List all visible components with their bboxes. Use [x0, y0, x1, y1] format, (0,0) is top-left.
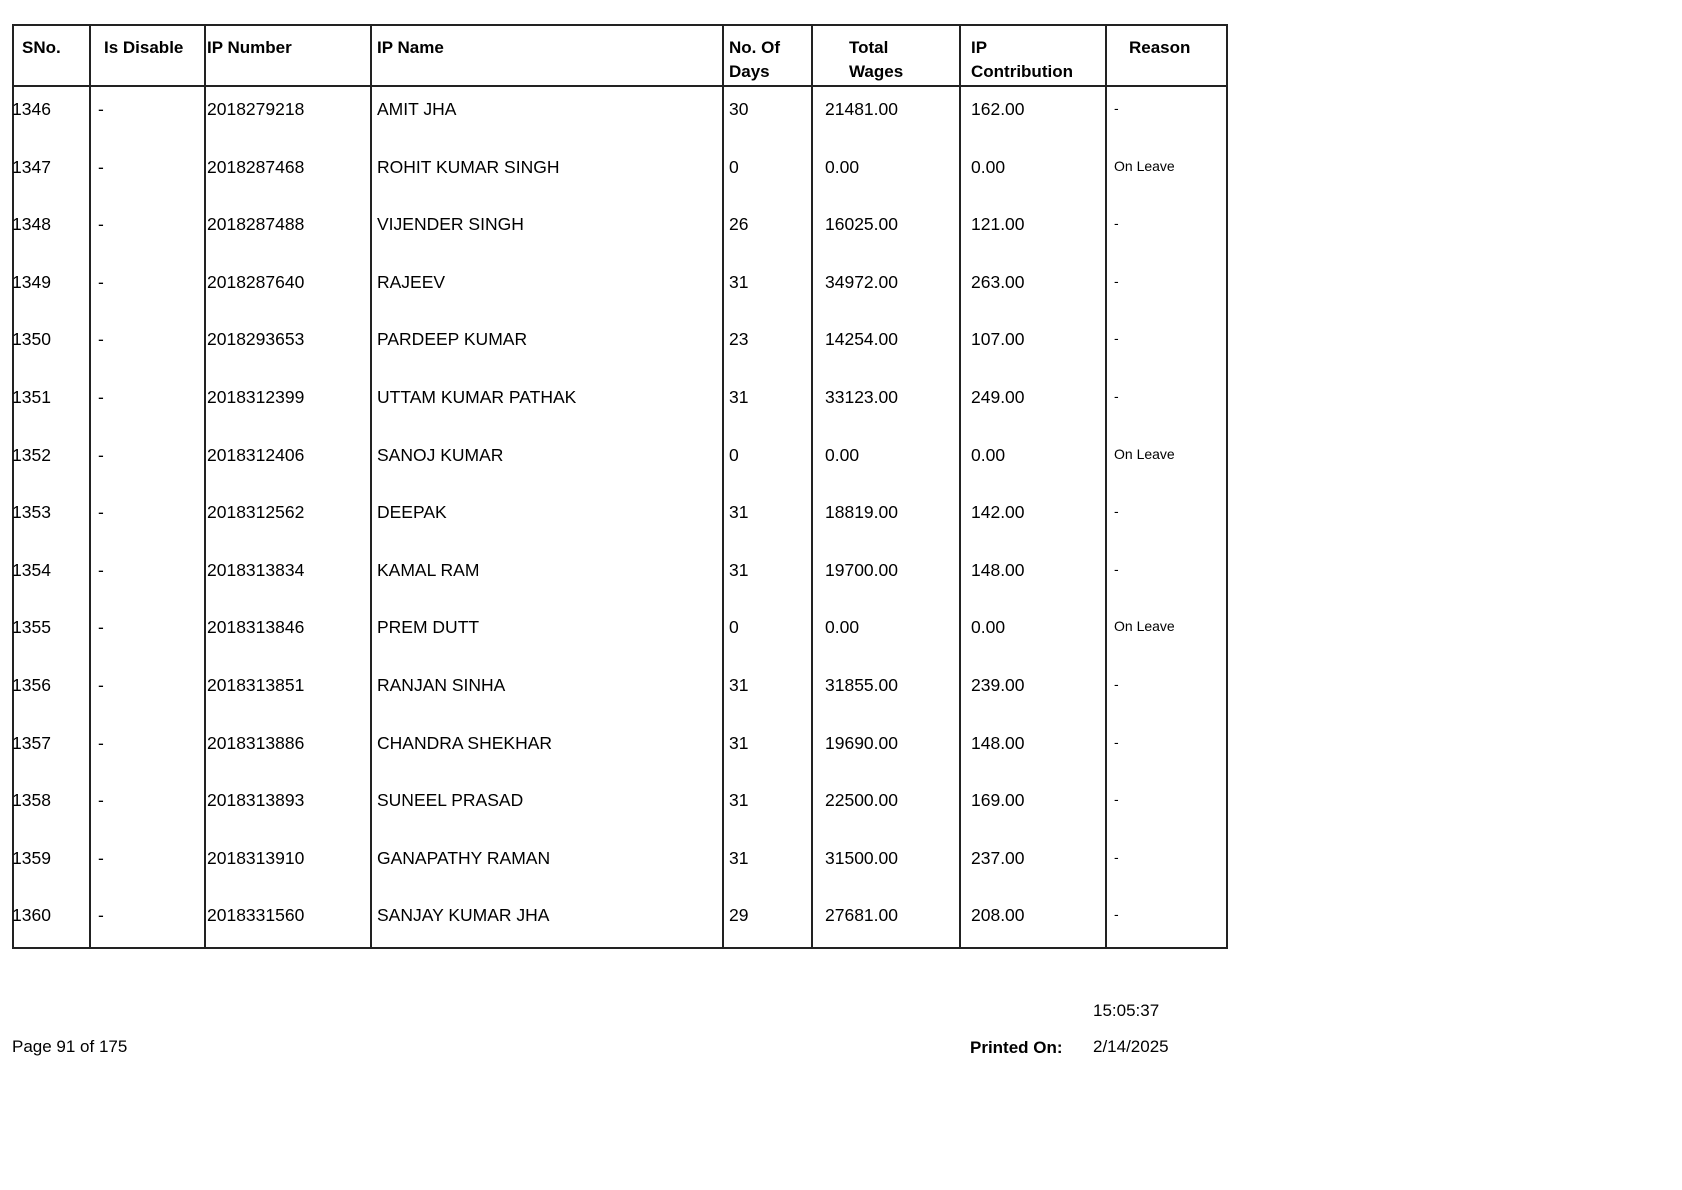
cell-total-wages: 27681.00 [825, 905, 898, 926]
cell-ip-contribution: 0.00 [971, 444, 1006, 465]
header-no-of-days: No. Of Days [729, 38, 780, 81]
cell-is-disable: - [98, 156, 104, 177]
cell-sno: 1346 [12, 99, 51, 119]
cell-ip-name: RAJEEV [377, 271, 446, 292]
cell-ip-number: 2018313893 [207, 790, 305, 811]
cell-no-of-days: 31 [729, 502, 749, 523]
cell-ip-number: 2018312562 [207, 502, 305, 523]
header-is-disable: Is Disable [104, 38, 184, 57]
cell-is-disable: - [98, 790, 104, 811]
cell-ip-number: 2018313851 [207, 675, 305, 695]
cell-no-of-days: 31 [729, 271, 749, 292]
header-sno: SNo. [22, 38, 61, 57]
cell-sno: 1359 [12, 847, 51, 868]
cell-ip-name: RANJAN SINHA [377, 675, 506, 695]
cell-is-disable: - [98, 559, 104, 580]
column-divider [1105, 26, 1107, 947]
cell-ip-number: 2018287488 [207, 214, 305, 235]
cell-total-wages: 0.00 [825, 444, 860, 465]
cell-ip-contribution: 208.00 [971, 905, 1025, 926]
cell-no-of-days: 0 [729, 617, 739, 638]
print-time: 15:05:37 [1093, 1001, 1160, 1020]
cell-ip-name: ROHIT KUMAR SINGH [377, 156, 560, 177]
cell-reason: On Leave [1114, 157, 1175, 174]
column-divider [204, 26, 206, 947]
cell-ip-number: 2018313886 [207, 732, 305, 753]
cell-ip-number: 2018287468 [207, 156, 305, 177]
cell-is-disable: - [98, 99, 104, 119]
column-divider [89, 26, 91, 947]
header-ip-number: IP Number [207, 38, 292, 57]
printed-on-label: Printed On: [970, 1038, 1063, 1057]
cell-no-of-days: 30 [729, 99, 749, 119]
cell-reason: - [1114, 330, 1119, 347]
cell-ip-number: 2018313834 [207, 559, 305, 580]
cell-reason: On Leave [1114, 445, 1175, 462]
cell-sno: 1350 [12, 329, 51, 350]
column-divider [811, 26, 813, 947]
cell-ip-contribution: 0.00 [971, 156, 1006, 177]
header-reason: Reason [1129, 38, 1191, 57]
header-ip-contribution: IP Contribution [971, 38, 1073, 81]
cell-no-of-days: 31 [729, 790, 749, 811]
cell-reason: - [1114, 848, 1119, 865]
cell-sno: 1347 [12, 156, 51, 177]
cell-sno: 1356 [12, 675, 51, 695]
cell-no-of-days: 31 [729, 675, 749, 695]
cell-is-disable: - [98, 617, 104, 638]
cell-reason: - [1114, 906, 1119, 923]
cell-sno: 1353 [12, 502, 51, 523]
cell-ip-name: SUNEEL PRASAD [377, 790, 524, 811]
page-info: Page 91 of 175 [12, 1037, 128, 1056]
cell-reason: - [1114, 272, 1119, 289]
cell-total-wages: 16025.00 [825, 214, 898, 235]
cell-no-of-days: 31 [729, 559, 749, 580]
cell-total-wages: 19700.00 [825, 559, 898, 580]
cell-is-disable: - [98, 444, 104, 465]
cell-reason: - [1114, 215, 1119, 232]
cell-ip-number: 2018313846 [207, 617, 305, 638]
cell-ip-contribution: 249.00 [971, 387, 1025, 407]
cell-no-of-days: 31 [729, 732, 749, 753]
cell-ip-number: 2018331560 [207, 905, 305, 926]
cell-no-of-days: 29 [729, 905, 749, 926]
cell-sno: 1360 [12, 905, 51, 926]
cell-no-of-days: 23 [729, 329, 749, 350]
cell-is-disable: - [98, 214, 104, 235]
cell-ip-name: DEEPAK [377, 502, 447, 523]
cell-ip-contribution: 121.00 [971, 214, 1025, 235]
cell-ip-number: 2018293653 [207, 329, 305, 350]
cell-total-wages: 34972.00 [825, 271, 898, 292]
cell-is-disable: - [98, 329, 104, 350]
cell-ip-name: SANJAY KUMAR JHA [377, 905, 550, 926]
header-total-wages: Total Wages [849, 38, 904, 81]
cell-total-wages: 31855.00 [825, 675, 898, 695]
header-divider [14, 85, 1226, 87]
cell-reason: - [1114, 503, 1119, 520]
cell-reason: - [1114, 791, 1119, 808]
cell-no-of-days: 26 [729, 214, 749, 235]
cell-ip-number: 2018313910 [207, 847, 305, 868]
column-divider [722, 26, 724, 947]
cell-ip-contribution: 162.00 [971, 99, 1025, 119]
print-date: 2/14/2025 [1093, 1037, 1169, 1056]
cell-no-of-days: 31 [729, 387, 749, 407]
cell-total-wages: 21481.00 [825, 99, 898, 119]
cell-ip-contribution: 0.00 [971, 617, 1006, 638]
cell-ip-contribution: 169.00 [971, 790, 1025, 811]
cell-sno: 1349 [12, 271, 51, 292]
cell-is-disable: - [98, 675, 104, 695]
cell-total-wages: 31500.00 [825, 847, 898, 868]
cell-reason: - [1114, 676, 1119, 692]
cell-sno: 1355 [12, 617, 51, 638]
cell-reason: On Leave [1114, 618, 1175, 635]
cell-total-wages: 18819.00 [825, 502, 898, 523]
cell-ip-contribution: 148.00 [971, 732, 1025, 753]
cell-is-disable: - [98, 732, 104, 753]
cell-ip-contribution: 148.00 [971, 559, 1025, 580]
cell-ip-contribution: 142.00 [971, 502, 1025, 523]
cell-ip-name: PREM DUTT [377, 617, 480, 638]
cell-sno: 1348 [12, 214, 51, 235]
cell-ip-name: VIJENDER SINGH [377, 214, 524, 235]
cell-reason: - [1114, 388, 1119, 404]
header-ip-name: IP Name [377, 38, 444, 57]
cell-is-disable: - [98, 271, 104, 292]
cell-ip-number: 2018312406 [207, 444, 305, 465]
cell-ip-contribution: 239.00 [971, 675, 1025, 695]
cell-sno: 1358 [12, 790, 51, 811]
column-divider [959, 26, 961, 947]
cell-ip-name: UTTAM KUMAR PATHAK [377, 387, 577, 407]
cell-ip-name: AMIT JHA [377, 99, 457, 119]
cell-total-wages: 14254.00 [825, 329, 898, 350]
cell-ip-number: 2018312399 [207, 387, 305, 407]
cell-ip-name: CHANDRA SHEKHAR [377, 732, 553, 753]
cell-ip-contribution: 107.00 [971, 329, 1025, 350]
cell-is-disable: - [98, 847, 104, 868]
cell-total-wages: 22500.00 [825, 790, 898, 811]
cell-ip-name: SANOJ KUMAR [377, 444, 504, 465]
cell-no-of-days: 0 [729, 156, 739, 177]
contribution-table [12, 24, 1228, 949]
cell-reason: - [1114, 733, 1119, 750]
cell-ip-number: 2018279218 [207, 99, 305, 119]
cell-no-of-days: 0 [729, 444, 739, 465]
cell-no-of-days: 31 [729, 847, 749, 868]
column-divider [370, 26, 372, 947]
cell-is-disable: - [98, 905, 104, 926]
cell-ip-number: 2018287640 [207, 271, 305, 292]
cell-ip-name: GANAPATHY RAMAN [377, 847, 551, 868]
cell-ip-contribution: 237.00 [971, 847, 1025, 868]
cell-sno: 1351 [12, 387, 51, 407]
cell-ip-name: KAMAL RAM [377, 559, 480, 580]
cell-sno: 1352 [12, 444, 51, 465]
cell-reason: - [1114, 100, 1119, 116]
cell-sno: 1354 [12, 559, 51, 580]
cell-total-wages: 19690.00 [825, 732, 898, 753]
cell-ip-name: PARDEEP KUMAR [377, 329, 528, 350]
cell-is-disable: - [98, 387, 104, 407]
cell-ip-contribution: 263.00 [971, 271, 1025, 292]
cell-reason: - [1114, 560, 1119, 577]
cell-total-wages: 0.00 [825, 617, 860, 638]
cell-total-wages: 0.00 [825, 156, 860, 177]
cell-sno: 1357 [12, 732, 51, 753]
cell-is-disable: - [98, 502, 104, 523]
cell-total-wages: 33123.00 [825, 387, 898, 407]
